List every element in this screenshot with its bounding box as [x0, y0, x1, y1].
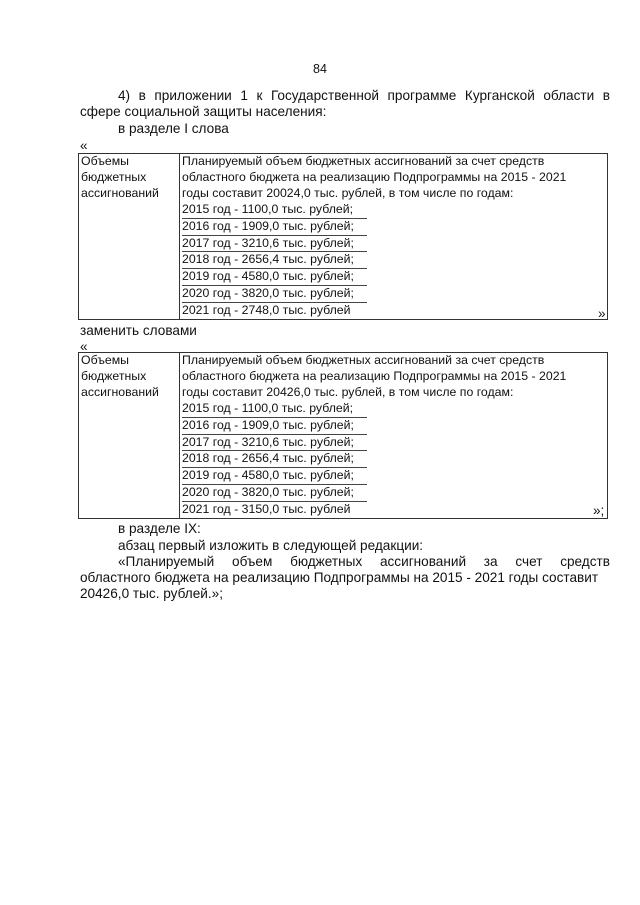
- label-line: ассигнований: [81, 185, 159, 200]
- label-line: Объемы: [81, 353, 130, 367]
- budget-table-old: [78, 153, 608, 320]
- quote-open-1: «: [80, 138, 88, 153]
- year-row: 2017 год - 3210,6 тыс. рублей;: [182, 435, 367, 452]
- year-row: 2020 год - 3820,0 тыс. рублей;: [182, 286, 367, 303]
- section-9-quote-line-2: областного бюджета на реализацию Подпрограммы на 2015 - 2021 годы составит: [80, 570, 599, 585]
- content-line: областного бюджета на реализацию Подпрограммы на 2015 - 2021: [182, 169, 567, 184]
- year-row: 2020 год - 3820,0 тыс. рублей;: [182, 485, 367, 502]
- label-line: бюджетных: [81, 368, 147, 383]
- quote-close-semicolon: »;: [593, 503, 605, 518]
- table-content-cell: [180, 154, 608, 320]
- year-row: 2018 год - 2656,4 тыс. рублей;: [182, 252, 367, 269]
- year-row: 2019 год - 4580,0 тыс. рублей;: [182, 468, 367, 485]
- year-row: 2016 год - 1909,0 тыс. рублей;: [182, 418, 367, 435]
- content-line: Планируемый объем бюджетных ассигнований за счет средств: [182, 353, 545, 367]
- table-label-cell: [79, 154, 180, 320]
- intro-line-2: сфере социальной защиты населения:: [80, 104, 327, 119]
- label-line: бюджетных: [81, 169, 147, 184]
- year-row: 2021 год - 2748,0 тыс. рублей: [182, 303, 351, 318]
- year-row: 2016 год - 1909,0 тыс. рублей;: [182, 219, 367, 236]
- year-row: 2021 год - 3150,0 тыс. рублей: [182, 502, 351, 517]
- year-row: 2019 год - 4580,0 тыс. рублей;: [182, 269, 367, 286]
- table-label-cell: [79, 353, 180, 519]
- content-line: годы составит 20426,0 тыс. рублей, в том числе по годам:: [182, 384, 514, 399]
- table-content-cell: [180, 353, 608, 519]
- page-number: 84: [313, 62, 327, 76]
- label-line: ассигнований: [81, 384, 159, 399]
- replace-text: заменить словами: [80, 323, 197, 338]
- section-9-intro: абзац первый изложить в следующей редакции:: [118, 538, 424, 553]
- label-line: Объемы: [81, 154, 130, 168]
- year-row: 2018 год - 2656,4 тыс. рублей;: [182, 451, 367, 468]
- section-9-heading: в разделе IX:: [118, 521, 201, 536]
- section-1-text: в разделе I слова: [118, 121, 229, 136]
- year-row: 2015 год - 1100,0 тыс. рублей;: [182, 401, 367, 418]
- section-9-quote-line-1: «Планируемый объем бюджетных ассигнований за счет средств: [118, 554, 610, 569]
- content-line: годы составит 20024,0 тыс. рублей, в том числе по годам:: [182, 185, 514, 200]
- section-9-quote-line-3: 20426,0 тыс. рублей.»;: [80, 586, 223, 601]
- content-line: Планируемый объем бюджетных ассигнований за счет средств: [182, 154, 545, 168]
- year-row: 2015 год - 1100,0 тыс. рублей;: [182, 202, 367, 219]
- intro-line-1: 4) в приложении 1 к Государственной программе Курганской области в: [118, 88, 610, 103]
- quote-close-1: »: [598, 306, 606, 321]
- year-row: 2017 год - 3210,6 тыс. рублей;: [182, 236, 367, 253]
- content-line: областного бюджета на реализацию Подпрограммы на 2015 - 2021: [182, 368, 567, 383]
- quote-open-2: «: [80, 339, 88, 354]
- budget-table-new: [78, 352, 608, 519]
